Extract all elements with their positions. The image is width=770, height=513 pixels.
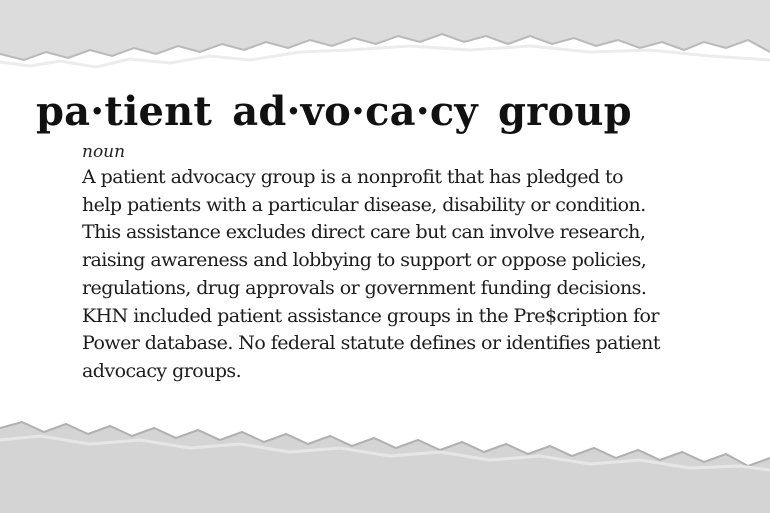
bottom-torn-edge-shadow — [0, 422, 770, 513]
definition-line: raising awareness and lobbying to support or oppose policies, — [82, 249, 647, 272]
definition-line: KHN included patient assistance groups in the Pre$cription for — [82, 304, 659, 327]
definition-line: Power database. No federal statute defines or identifies patient — [82, 332, 660, 355]
definition-line: advocacy groups. — [82, 359, 242, 382]
definition — [82, 164, 750, 386]
definition-line: A patient advocacy group is a nonprofit that has pledged to — [82, 166, 624, 188]
dictionary-entry — [36, 84, 756, 386]
headword: pa·tient ad·vo·ca·cy group — [36, 88, 632, 135]
definition-line: help patients with a particular disease, disability or condition. — [82, 193, 646, 216]
part-of-speech: noun — [82, 142, 126, 162]
definition-line: regulations, drug approvals or government funding decisions. — [82, 276, 647, 299]
definition-line: This assistance excludes direct care but can involve research, — [82, 221, 646, 244]
